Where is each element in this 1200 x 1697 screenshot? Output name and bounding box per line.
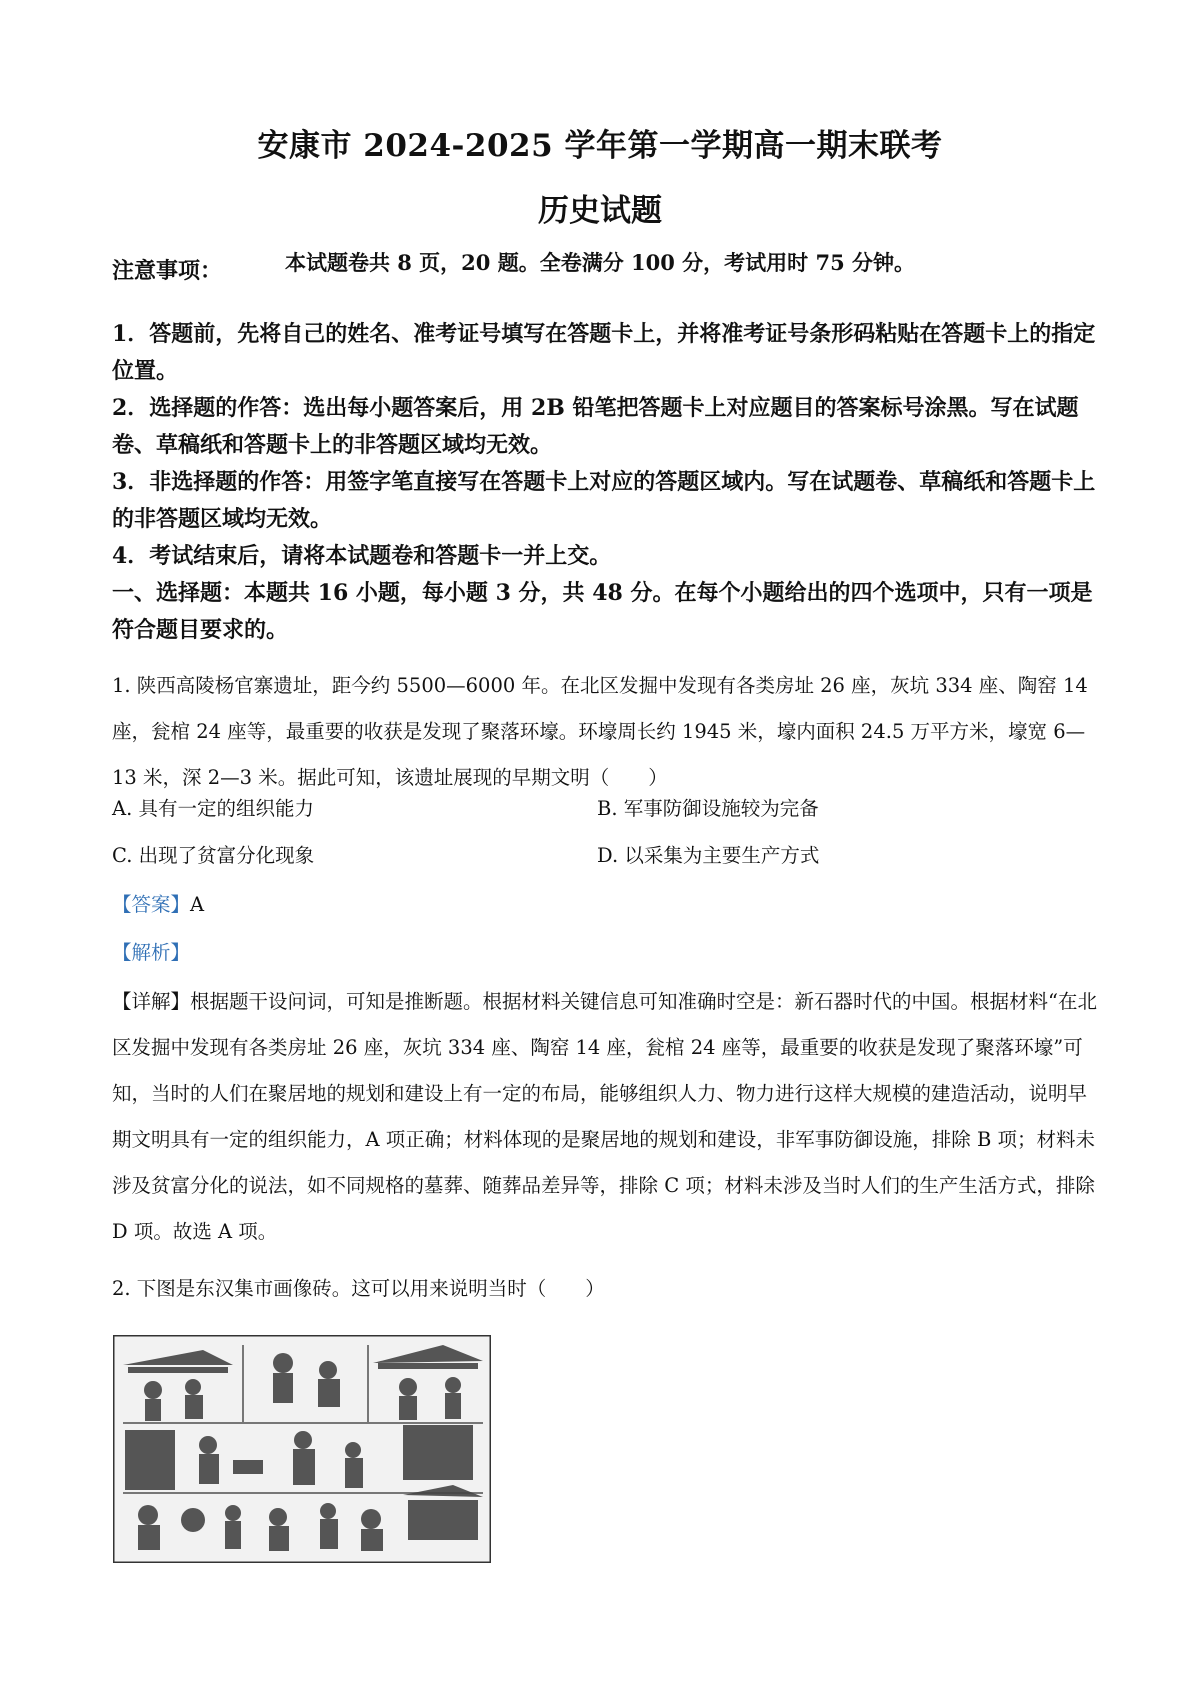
q1-option-b: B. 军事防御设施较为完备 [597, 797, 819, 820]
q1-option-d: D. 以采集为主要生产方式 [597, 844, 820, 867]
q1-option-a: A. 具有一定的组织能力 [112, 797, 314, 820]
subject-title: 历史试题 [538, 193, 662, 229]
q2-stem: 2. 下图是东汉集市画像砖。这可以用来说明当时（ ） [112, 1277, 605, 1300]
q1-option-c: C. 出现了贫富分化现象 [112, 844, 315, 867]
analysis-tag: 【解析】 [112, 941, 191, 964]
note-item-2: 2．选择题的作答：选出每小题答案后，用 2B 铅笔把答题卡上对应题目的答案标号涂黑。写在试题卷、草稿纸和答题卡上的非答题区域均无效。 [112, 395, 1079, 458]
answer-tag: 【答案】 [112, 893, 191, 916]
section1-heading: 一、选择题：本题共 16 小题，每小题 3 分，共 48 分。在每个小题给出的四个选项中，只有一项是符合题目要求的。 [112, 580, 1093, 643]
notes-heading-text: 注意事项： [112, 258, 223, 284]
note-item-3: 3．非选择题的作答：用签字笔直接写在答题卡上对应的答题区域内。写在试题卷、草稿纸和答题卡上的非答题区域均无效。 [112, 469, 1096, 532]
q1-answer [112, 890, 204, 920]
q1-detail: 【详解】根据题干设问词，可知是推断题。根据材料关键信息可知准确时空是：新石器时代的中国。根据材料“在北区发掘中发现有各类房址 26 座，灰坑 334 座、陶窑 14 座，瓮棺 24 座等，最重要的收获是发现了聚落环壕”可知，当时的人们在聚居地的规划和建设上有一定的布局，能够组织人力、物力进行这样大规模的建造活动，说明早期文明具有一定的组织能力，A 项正确；材料体现的是聚居地的规划和建设，非军事防御设施，排除 B 项；材料未涉及贫富分化的说法，如不同规格的墓葬、随葬品差异等，排除 C 项；材料未涉及当时人们的生产生活方式，排除 D 项。故选 A 项。 [112, 990, 1097, 1243]
note-item-4: 4．考试结束后，请将本试题卷和答题卡一并上交。 [112, 543, 612, 569]
exam-title: 安康市 2024-2025 学年第一学期高一期末联考 [257, 128, 943, 164]
answer-value: A [190, 893, 205, 916]
market-brick-relief-image [113, 1335, 491, 1563]
note-item-1: 1．答题前，先将自己的姓名、准考证号填写在答题卡上，并将准考证号条形码粘贴在答题卡上的指定位置。 [112, 321, 1096, 384]
exam-info: 本试题卷共 8 页，20 题。全卷满分 100 分，考试用时 75 分钟。 [284, 250, 916, 275]
notes-heading [112, 253, 1097, 290]
q1-stem: 1. 陕西高陵杨官寨遗址，距今约 5500—6000 年。在北区发掘中发现有各类房址 26 座，灰坑 334 座、陶窑 14 座，瓮棺 24 座等，最重要的收获是发现了聚落环壕。环壕周长约 1945 米，壕内面积 24.5 万平方米，壕宽 6—13 米，深 2—3 米。据此可知，该遗址展现的早期文明（ ） [112, 674, 1088, 789]
